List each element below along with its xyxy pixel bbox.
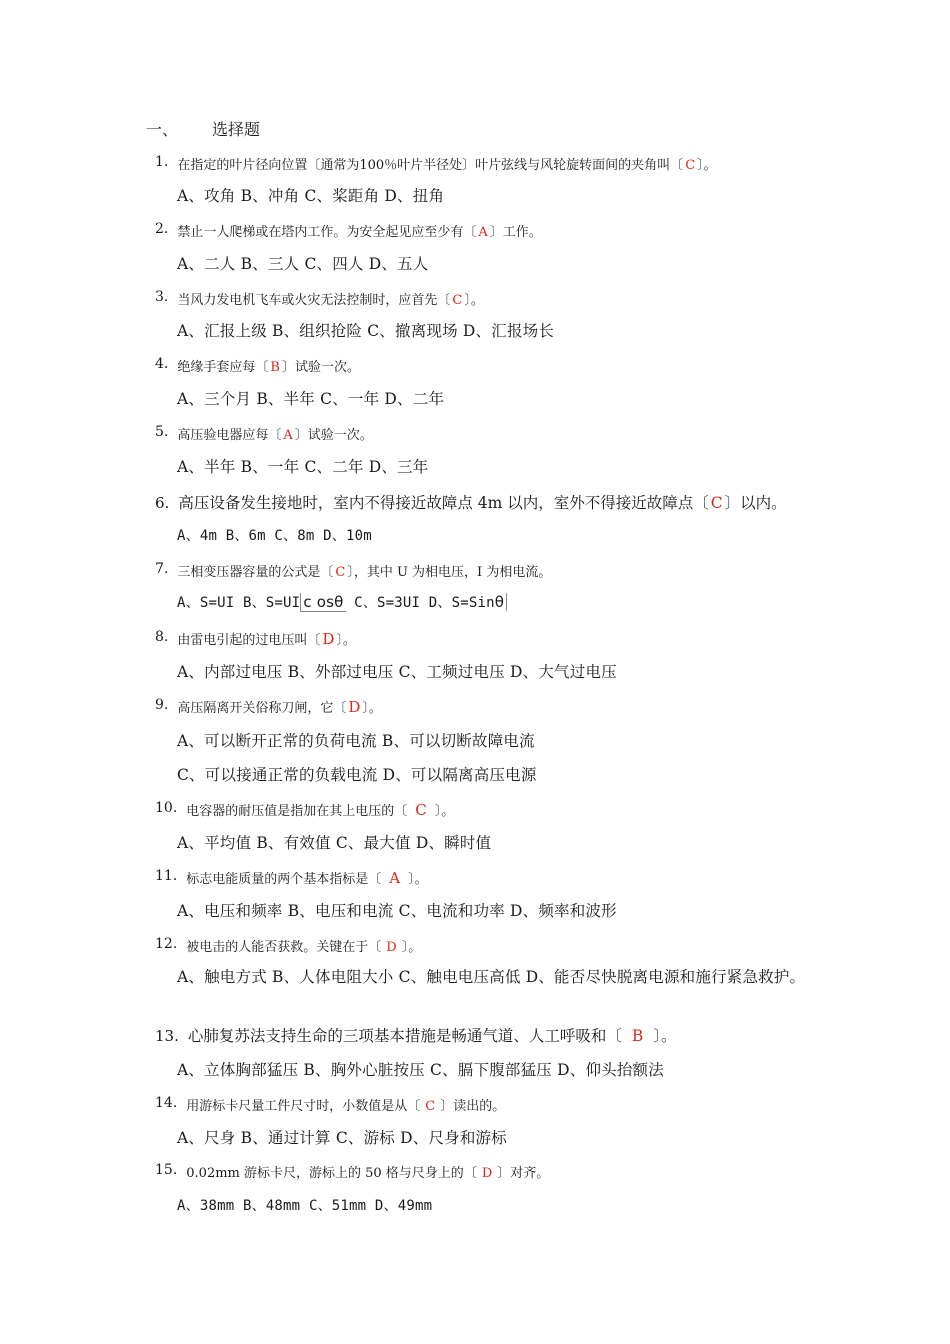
question-text: 0.02mm 游标卡尺，游标上的 50 格与尺身上的〔 — [186, 1166, 477, 1181]
question-text-end: 〕试验一次。 — [294, 428, 373, 443]
question-text-end: 〕。 — [653, 1027, 677, 1045]
answer-mark: A — [389, 869, 401, 887]
option-text: A、S=UI B、S=UI — [177, 595, 301, 611]
answer-mark: B — [270, 360, 280, 375]
question-13-options: A、立体胸部猛压 B、胸外心脏按压 C、膈下腹部猛压 D、仰头抬额法 — [177, 1061, 664, 1079]
question-number: 10. — [155, 800, 178, 816]
question-text: 在指定的叶片径向位置〔通常为100％叶片半径处〕叶片弦线与风轮旋转面间的夹角叫〔 — [177, 158, 684, 173]
question-text: 电容器的耐压值是指加在其上电压的〔 — [186, 804, 408, 819]
question-text-end: 〕。 — [464, 293, 484, 308]
answer-mark: B — [631, 1027, 644, 1045]
question-text-end: 〕。 — [434, 804, 455, 819]
answer-mark: D — [481, 1166, 493, 1181]
question-11-options: A、电压和频率 B、电压和电流 C、电流和功率 D、频率和波形 — [177, 902, 617, 920]
question-text: 三相变压器容量的公式是〔 — [177, 565, 334, 580]
question-number: 13. — [155, 1027, 179, 1045]
question-9-options: A、可以断开正常的负荷电流 B、可以切断故障电流 — [177, 732, 535, 750]
answer-mark: A — [283, 428, 293, 443]
answer-mark: C — [415, 801, 427, 819]
question-13 — [155, 1024, 677, 1046]
question-14 — [155, 1095, 505, 1114]
answer-mark: C — [452, 293, 463, 308]
question-number: 1. — [155, 154, 169, 170]
question-4-options: A、三个月 B、半年 C、一年 D、二年 — [177, 390, 445, 408]
question-number: 5. — [155, 424, 169, 440]
question-6 — [155, 491, 787, 513]
question-10 — [155, 800, 454, 819]
question-8-options: A、内部过电压 B、外部过电压 C、工频过电压 D、大气过电压 — [177, 663, 617, 681]
question-text-end: 〕试验一次。 — [281, 360, 360, 375]
question-number: 2. — [155, 221, 169, 237]
section-number: 一、 — [146, 120, 179, 139]
question-number: 12. — [155, 936, 178, 952]
question-text-end: 〕工作。 — [489, 225, 542, 240]
question-text-end: 〕。 — [336, 633, 356, 648]
question-5-options: A、半年 B、一年 C、二年 D、三年 — [177, 458, 429, 476]
answer-mark: C — [335, 565, 346, 580]
question-1-options: A、攻角 B、冲角 C、桨距角 D、扭角 — [177, 187, 445, 205]
answer-mark: D — [386, 940, 397, 955]
question-number: 7. — [155, 561, 169, 577]
question-1 — [155, 154, 717, 173]
answer-mark: C — [425, 1099, 436, 1114]
answer-mark: C — [710, 494, 723, 512]
question-text: 高压验电器应每〔 — [177, 428, 282, 443]
answer-mark: A — [478, 225, 488, 240]
question-10-options: A、平均值 B、有效值 C、最大值 D、瞬时值 — [177, 834, 492, 852]
question-number: 11. — [155, 868, 178, 884]
question-text: 被电击的人能否获救。关键在于〔 — [186, 940, 382, 955]
formula-theta: θ — [495, 593, 507, 611]
question-15-options: A、38mm B、48mm C、51mm D、49mm — [177, 1198, 433, 1214]
question-7 — [155, 561, 551, 580]
question-5 — [155, 424, 373, 443]
option-text: C、S=3UI D、S=Sin — [345, 595, 495, 611]
question-text: 标志电能质量的两个基本指标是〔 — [186, 872, 382, 887]
question-text-end: 〕，其中 U 为相电压，I 为相电流。 — [347, 565, 552, 580]
formula-cos: c osθ — [300, 593, 345, 612]
question-text-end: 〕。 — [408, 872, 428, 887]
question-12 — [155, 936, 421, 955]
question-text-end: 〕。 — [401, 940, 422, 955]
question-text-end: 〕。 — [362, 701, 382, 716]
question-text-end: 〕以内。 — [724, 494, 787, 512]
question-text: 由雷电引起的过电压叫〔 — [177, 633, 321, 648]
question-text: 高压设备发生接地时，室内不得接近故障点 4m 以内，室外不得接近故障点〔 — [178, 494, 709, 512]
question-text: 心肺复苏法支持生命的三项基本措施是畅通气道、人工呼吸和〔 — [187, 1027, 622, 1045]
section-heading — [146, 117, 260, 140]
question-number: 8. — [155, 629, 169, 645]
question-text: 用游标卡尺量工件尺寸时，小数值是从〔 — [186, 1099, 421, 1114]
question-15 — [155, 1162, 549, 1181]
question-number: 6. — [155, 494, 170, 512]
question-text: 禁止一人爬梯或在塔内工作。为安全起见应至少有〔 — [177, 225, 477, 240]
question-text-end: 〕对齐。 — [497, 1166, 550, 1181]
question-4 — [155, 356, 360, 375]
answer-mark: D — [348, 698, 361, 716]
answer-mark: C — [685, 158, 696, 173]
question-number: 14. — [155, 1095, 178, 1111]
question-7-options — [177, 592, 507, 612]
question-3 — [155, 289, 484, 308]
question-9 — [155, 697, 382, 716]
question-14-options: A、尺身 B、通过计算 C、游标 D、尺身和游标 — [177, 1129, 507, 1147]
question-number: 9. — [155, 697, 169, 713]
question-text: 当风力发电机飞车或火灾无法控制时，应首先〔 — [177, 293, 451, 308]
question-9-options-2: C、可以接通正常的负载电流 D、可以隔离高压电源 — [177, 766, 537, 784]
question-text-end: 〕。 — [697, 158, 717, 173]
question-number: 3. — [155, 289, 169, 305]
question-number: 4. — [155, 356, 169, 372]
question-11 — [155, 868, 428, 887]
question-2 — [155, 221, 542, 240]
question-2-options: A、二人 B、三人 C、四人 D、五人 — [177, 255, 429, 273]
question-text-end: 〕读出的。 — [440, 1099, 506, 1114]
question-text: 高压隔离开关俗称刀闸，它〔 — [177, 701, 347, 716]
question-3-options: A、汇报上级 B、组织抢险 C、撤离现场 D、汇报场长 — [177, 322, 555, 340]
question-12-options: A、触电方式 B、人体电阻大小 C、触电电压高低 D、能否尽快脱离电源和施行紧急救护。 — [177, 968, 806, 986]
question-8 — [155, 629, 356, 648]
section-title: 选择题 — [212, 120, 261, 139]
answer-mark: D — [322, 630, 335, 648]
question-6-options: A、4m B、6m C、8m D、10m — [177, 528, 372, 544]
question-number: 15. — [155, 1162, 178, 1178]
question-text: 绝缘手套应每〔 — [177, 360, 269, 375]
